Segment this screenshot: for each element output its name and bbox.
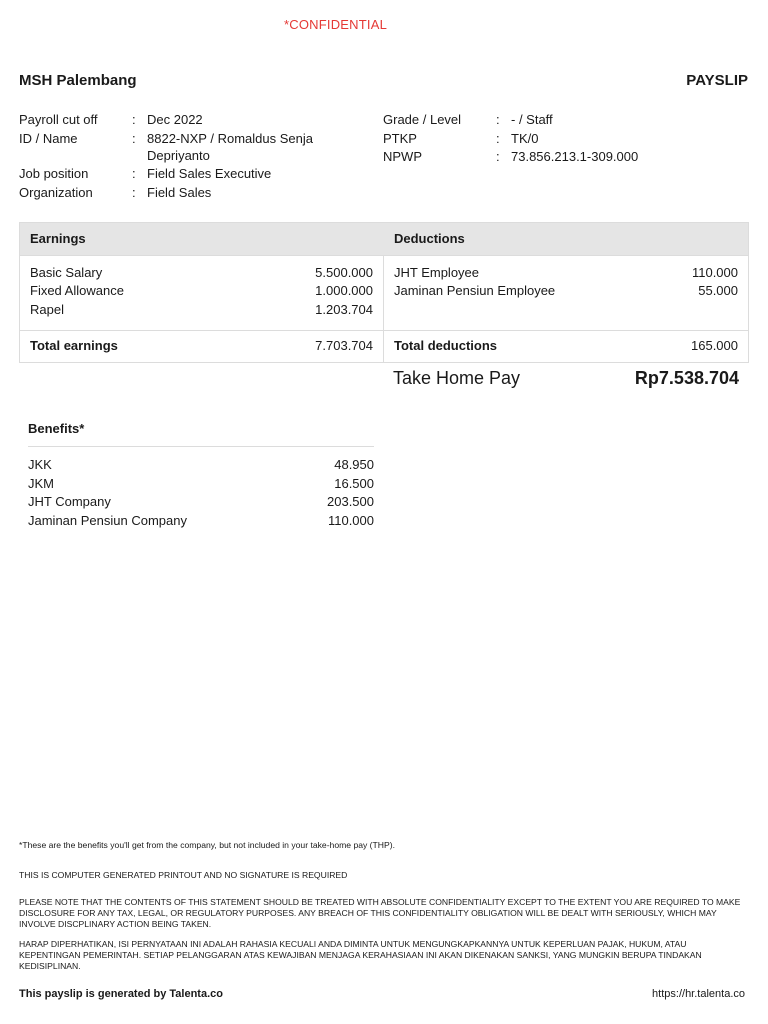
take-home-pay-amount: Rp7.538.704 (634, 368, 739, 388)
total-deductions-amount: 165.000 (691, 338, 738, 353)
earning-label: Basic Salary (30, 265, 103, 280)
earning-label: Rapel (30, 301, 64, 317)
benefit-label: JKM (28, 475, 54, 491)
generated-by: This payslip is generated by Talenta.co (19, 988, 223, 1000)
benefit-amount: 48.950 (334, 457, 374, 472)
deduction-row (394, 264, 738, 282)
computer-generated-notice: THIS IS COMPUTER GENERATED PRINTOUT AND NO SIGNATURE IS REQUIRED (19, 870, 348, 880)
take-home-pay-label: Take Home Pay (393, 368, 521, 388)
earnings-deductions-table (19, 222, 749, 363)
benefits-list (28, 447, 374, 530)
info-label: Job position (19, 166, 89, 181)
info-label: ID / Name (19, 130, 78, 146)
employee-info-right (383, 111, 663, 167)
info-value: 8822-NXP / Romaldus Senja Depriyanto (147, 130, 313, 163)
benefit-row (28, 475, 374, 494)
info-row-payroll-cutoff (19, 111, 359, 128)
deduction-amount: 55.000 (698, 283, 738, 299)
info-colon: : (132, 112, 136, 127)
take-home-pay (393, 368, 739, 389)
info-row-id-name (19, 130, 359, 164)
company-name: MSH Palembang (19, 72, 137, 89)
info-value: Field Sales Executive (147, 166, 272, 181)
benefit-row (28, 456, 374, 475)
earning-amount: 1.203.704 (315, 301, 373, 317)
benefit-row (28, 493, 374, 512)
info-row-grade-level (383, 111, 663, 128)
total-earnings (20, 331, 384, 362)
info-label: Grade / Level (383, 112, 462, 127)
earning-amount: 1.000.000 (315, 283, 373, 299)
document-title: PAYSLIP (686, 72, 748, 89)
info-row-ptkp (383, 130, 663, 147)
benefits-footnote: *These are the benefits you'll get from the company, but not included in your take-home pay (THP). (19, 840, 395, 850)
table-body (20, 255, 748, 330)
confidential-label: *CONFIDENTIAL (284, 17, 388, 32)
info-label: PTKP (383, 130, 417, 146)
info-colon: : (496, 130, 500, 146)
info-colon: : (132, 166, 136, 181)
info-value: - / Staff (511, 112, 553, 127)
info-label: NPWP (383, 149, 422, 164)
benefit-amount: 110.000 (327, 512, 374, 528)
earnings-header: Earnings (30, 231, 86, 246)
deduction-label: Jaminan Pensiun Employee (394, 283, 556, 299)
info-row-organization (19, 184, 359, 201)
info-row-npwp (383, 148, 663, 165)
employee-info-left (19, 111, 359, 202)
deductions-header: Deductions (394, 231, 465, 246)
earning-label: Fixed Allowance (30, 283, 124, 299)
table-header (20, 223, 748, 255)
benefit-label: JKK (28, 457, 52, 472)
total-deductions (384, 331, 748, 362)
table-totals (20, 330, 748, 362)
benefit-label: JHT Company (28, 494, 111, 509)
earning-row (30, 282, 373, 300)
earning-amount: 5.500.000 (315, 265, 373, 280)
talenta-link[interactable]: https://hr.talenta.co (652, 988, 745, 1000)
benefit-amount: 203.500 (327, 494, 374, 509)
confidentiality-disclaimer-id: HARAP DIPERHATIKAN, ISI PERNYATAAN INI ADALAH RAHASIA KECUALI ANDA DIMINTA UNTUK MENGUNGKAPKANNYA UNTUK KEPERLUAN PAJAK, HUKUM, ATAU KEPENTINGAN PEMERINTAH. SETIAP PELANGGARAN ATAS KEWAJIBAN MENJAGA KERAHASIAAN INI AKAN DIKENAKAN SANKSI, YANG MUNGKIN BERUPA TINDAKAN KEDISIPLINAN. (19, 939, 702, 971)
earnings-list (20, 256, 384, 330)
earning-row (30, 301, 373, 319)
benefit-row (28, 512, 374, 531)
info-label: Payroll cut off (19, 112, 98, 127)
deductions-list (384, 256, 748, 330)
deduction-row (394, 282, 738, 300)
info-value: Field Sales (147, 184, 212, 200)
benefit-amount: 16.500 (334, 475, 374, 491)
total-earnings-label: Total earnings (30, 338, 118, 353)
info-row-job-position (19, 165, 359, 182)
benefits-section (28, 421, 374, 530)
info-label: Organization (19, 184, 93, 200)
benefit-label: Jaminan Pensiun Company (28, 512, 187, 528)
deduction-amount: 110.000 (691, 265, 738, 280)
total-earnings-amount: 7.703.704 (315, 338, 373, 353)
page-footer (19, 988, 745, 1000)
benefits-title: Benefits* (28, 421, 374, 447)
info-colon: : (496, 149, 500, 164)
deduction-label: JHT Employee (394, 265, 480, 280)
info-value: Dec 2022 (147, 112, 203, 127)
info-colon: : (496, 112, 500, 127)
info-value: 73.856.213.1-309.000 (511, 149, 639, 164)
earning-row (30, 264, 373, 282)
info-colon: : (132, 184, 136, 200)
info-value: TK/0 (511, 130, 539, 146)
total-deductions-label: Total deductions (394, 338, 498, 353)
info-colon: : (132, 130, 136, 146)
confidentiality-disclaimer-en: PLEASE NOTE THAT THE CONTENTS OF THIS STATEMENT SHOULD BE TREATED WITH ABSOLUTE CONFIDENTIALITY EXCEPT TO THE EXTENT YOU ARE REQUIRED TO MAKE DISCLOSURE FOR ANY TAX, LEGAL, OR REGULATORY PURPOSES. ANY BREACH OF THIS CONFIDENTIALITY OBLIGATION WILL BE DEALT WITH SERIOUSLY, WHICH MAY INVOLVE DISCPLINARY ACTION BEING TAKEN. (19, 897, 741, 929)
